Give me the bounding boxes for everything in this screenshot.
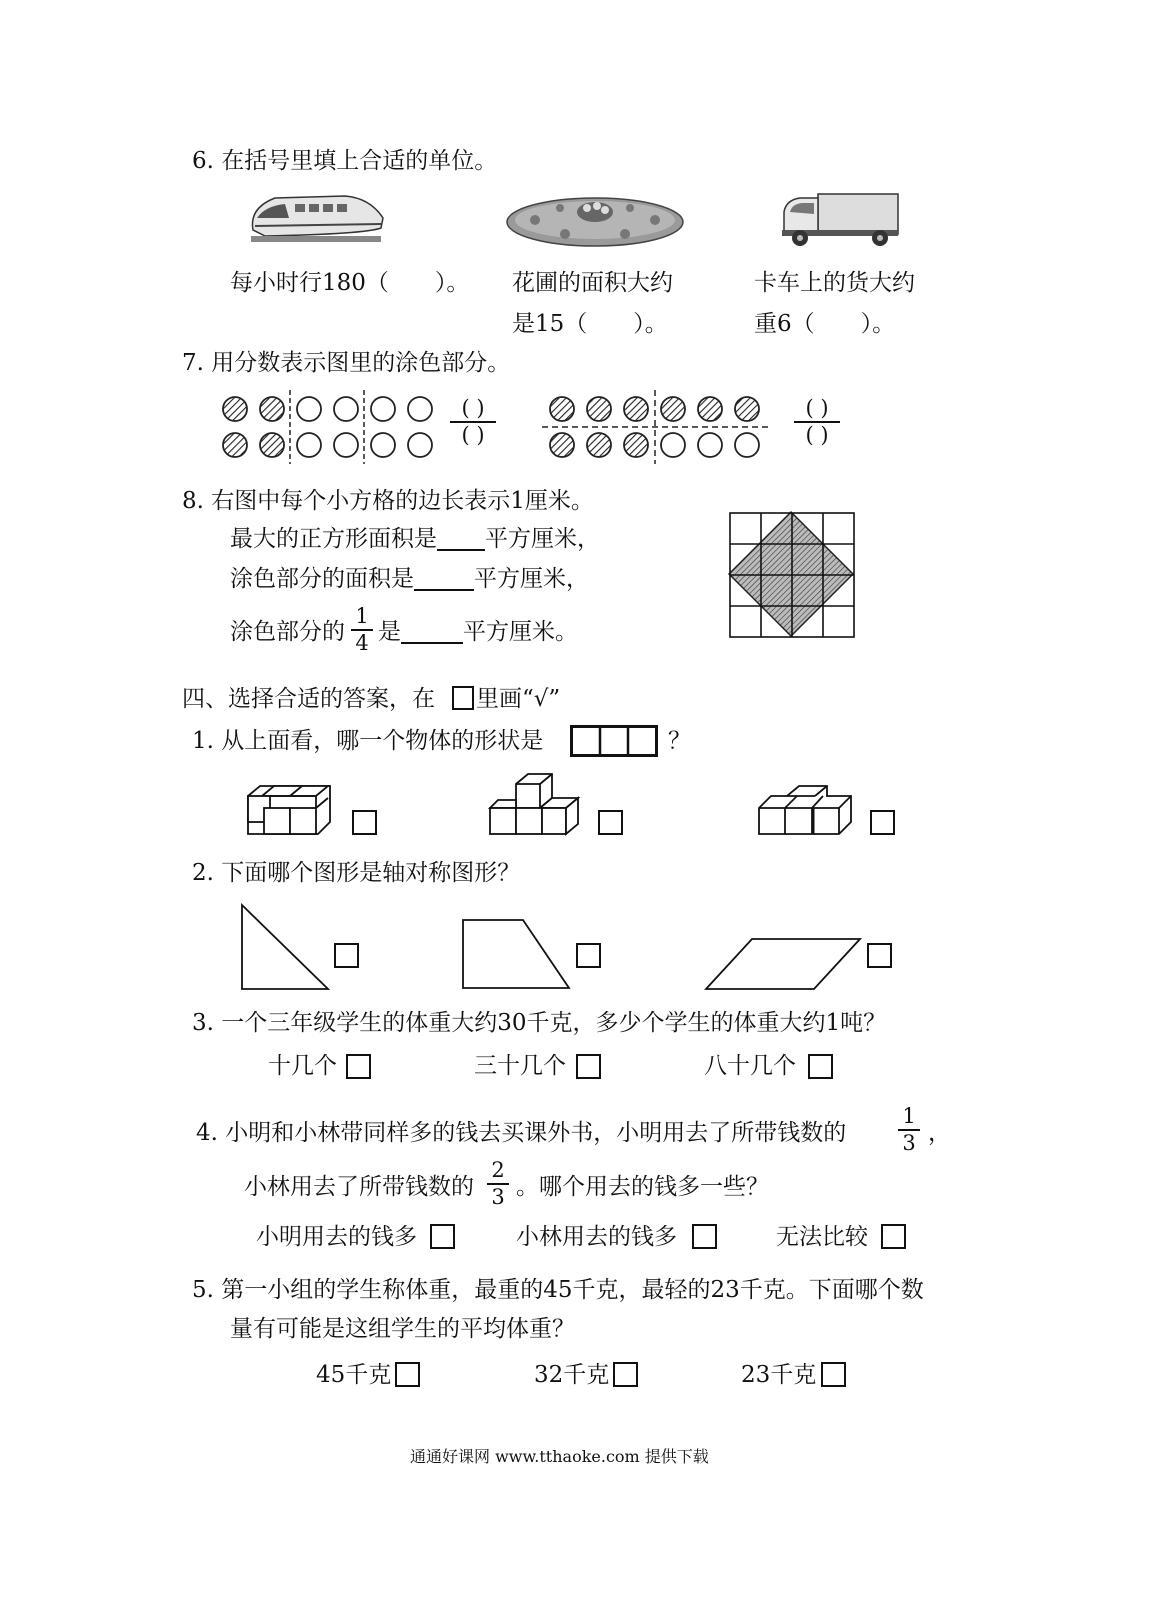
- train-image: [245, 188, 385, 248]
- answer-checkbox[interactable]: [613, 1362, 638, 1387]
- s4q3-option2: 三十几个: [474, 1053, 566, 1079]
- q8-line1: [230, 528, 600, 551]
- answer-checkbox[interactable]: [692, 1224, 717, 1249]
- truck-image: [780, 190, 900, 248]
- q7-left-circles: [215, 388, 445, 468]
- answer-checkbox[interactable]: [395, 1362, 420, 1387]
- q8-line3-a: 涂色部分的: [230, 619, 345, 645]
- right-triangle-shape: [240, 903, 332, 991]
- q7-left-numerator: ( ): [461, 396, 485, 420]
- s4q5-option3: 23千克: [741, 1362, 817, 1388]
- q8-line2-unit: 平方厘米，: [474, 566, 589, 592]
- q7-left-denominator: ( ): [461, 423, 485, 447]
- q6-answer-garden-line2: 是15（ ）。: [512, 311, 668, 337]
- cube-object-c: [757, 784, 853, 836]
- q7-right-fraction-blank: [794, 398, 840, 446]
- answer-checkbox[interactable]: [352, 810, 377, 835]
- q8-intro: 8. 右图中每个小方格的边长表示1厘米。: [182, 488, 594, 514]
- cube-object-b: [488, 770, 580, 836]
- section4-title-a: 四、选择合适的答案，在: [182, 686, 435, 712]
- s4q3-option3: 八十几个: [704, 1053, 796, 1079]
- s4q5-line2: 量有可能是这组学生的平均体重？: [230, 1316, 575, 1342]
- q7-left-fraction-blank: [450, 398, 496, 446]
- answer-checkbox[interactable]: [576, 1054, 601, 1079]
- s4q5-option1: 45千克: [316, 1362, 392, 1388]
- s4q4-option2: 小林用去的钱多: [516, 1224, 677, 1250]
- q8-line3-unit: 平方厘米。: [463, 619, 578, 645]
- q8-line3-text: 是: [378, 619, 401, 645]
- fraction-numerator: 1: [902, 1104, 916, 1128]
- answer-checkbox[interactable]: [870, 810, 895, 835]
- q6-answer-truck-line2: 重6（ ）。: [754, 311, 896, 337]
- s4q1-text-a: 1. 从上面看，哪一个物体的形状是: [192, 728, 544, 754]
- q8-line2-text: 涂色部分的面积是: [230, 566, 414, 592]
- checkbox-icon: [452, 686, 474, 710]
- s4q2-text: 2. 下面哪个图形是轴对称图形？: [192, 860, 521, 886]
- s4q4-line2-b: 。哪个用去的钱多一些？: [516, 1174, 769, 1200]
- s4q4-fraction-1-3: [898, 1106, 920, 1154]
- q6-title: 6. 在括号里填上合适的单位。: [192, 148, 498, 174]
- answer-checkbox[interactable]: [867, 943, 892, 968]
- s4q4-line1-b: ，: [928, 1120, 951, 1146]
- answer-checkbox[interactable]: [821, 1362, 846, 1387]
- s4q4-option1: 小明用去的钱多: [256, 1224, 417, 1250]
- q8-line3-b: [378, 621, 578, 644]
- fraction-denominator: 3: [491, 1185, 505, 1209]
- q8-fraction-quarter: [351, 606, 373, 654]
- q7-right-circles: [540, 388, 770, 468]
- s4q4-line2-a: 小林用去了所带钱数的: [244, 1174, 474, 1200]
- three-squares-top-view: [570, 725, 658, 757]
- section4-title-b: 里画“√”: [476, 686, 561, 712]
- parallelogram-shape: [704, 937, 864, 991]
- right-trapezoid-shape: [461, 918, 573, 990]
- q7-right-denominator: ( ): [805, 423, 829, 447]
- fraction-denominator: 3: [902, 1131, 916, 1155]
- q8-line2: [230, 568, 589, 591]
- q6-answer-garden-line1: 花圃的面积大约: [512, 270, 673, 296]
- s4q4-option3: 无法比较: [776, 1224, 868, 1250]
- answer-checkbox[interactable]: [598, 810, 623, 835]
- answer-checkbox[interactable]: [881, 1224, 906, 1249]
- answer-checkbox[interactable]: [346, 1054, 371, 1079]
- cube-object-a: [246, 784, 332, 836]
- flower-bed-image: [505, 190, 685, 250]
- s4q1-text-b: ？: [668, 728, 691, 754]
- q8-grid-figure: [729, 512, 855, 638]
- q6-answer-truck-line1: 卡车上的货大约: [754, 270, 915, 296]
- s4q3-option1: 十几个: [268, 1053, 337, 1079]
- page-footer: 通通好课网 www.tthaoke.com 提供下载: [410, 1447, 709, 1466]
- answer-blank[interactable]: [437, 529, 485, 551]
- s4q4-line1-a: 4. 小明和小林带同样多的钱去买课外书，小明用去了所带钱数的: [196, 1120, 847, 1146]
- fraction-numerator: 2: [491, 1158, 505, 1182]
- s4q3-text: 3. 一个三年级学生的体重大约30千克，多少个学生的体重大约1吨？: [192, 1010, 887, 1036]
- q8-line1-text: 最大的正方形面积是: [230, 526, 437, 552]
- answer-blank[interactable]: [414, 569, 474, 591]
- answer-checkbox[interactable]: [576, 943, 601, 968]
- s4q4-fraction-2-3: [487, 1160, 509, 1208]
- q6-answer-train: 每小时行180（ ）。: [230, 270, 470, 296]
- fraction-denominator: 4: [355, 631, 369, 655]
- s4q5-option2: 32千克: [534, 1362, 610, 1388]
- q7-title: 7. 用分数表示图里的涂色部分。: [182, 350, 511, 376]
- s4q5-line1: 5. 第一小组的学生称体重，最重的45千克，最轻的23千克。下面哪个数: [192, 1277, 924, 1303]
- answer-checkbox[interactable]: [808, 1054, 833, 1079]
- answer-blank[interactable]: [401, 622, 463, 644]
- answer-checkbox[interactable]: [430, 1224, 455, 1249]
- q8-line1-unit: 平方厘米，: [485, 526, 600, 552]
- fraction-numerator: 1: [355, 604, 369, 628]
- answer-checkbox[interactable]: [334, 943, 359, 968]
- q7-right-numerator: ( ): [805, 396, 829, 420]
